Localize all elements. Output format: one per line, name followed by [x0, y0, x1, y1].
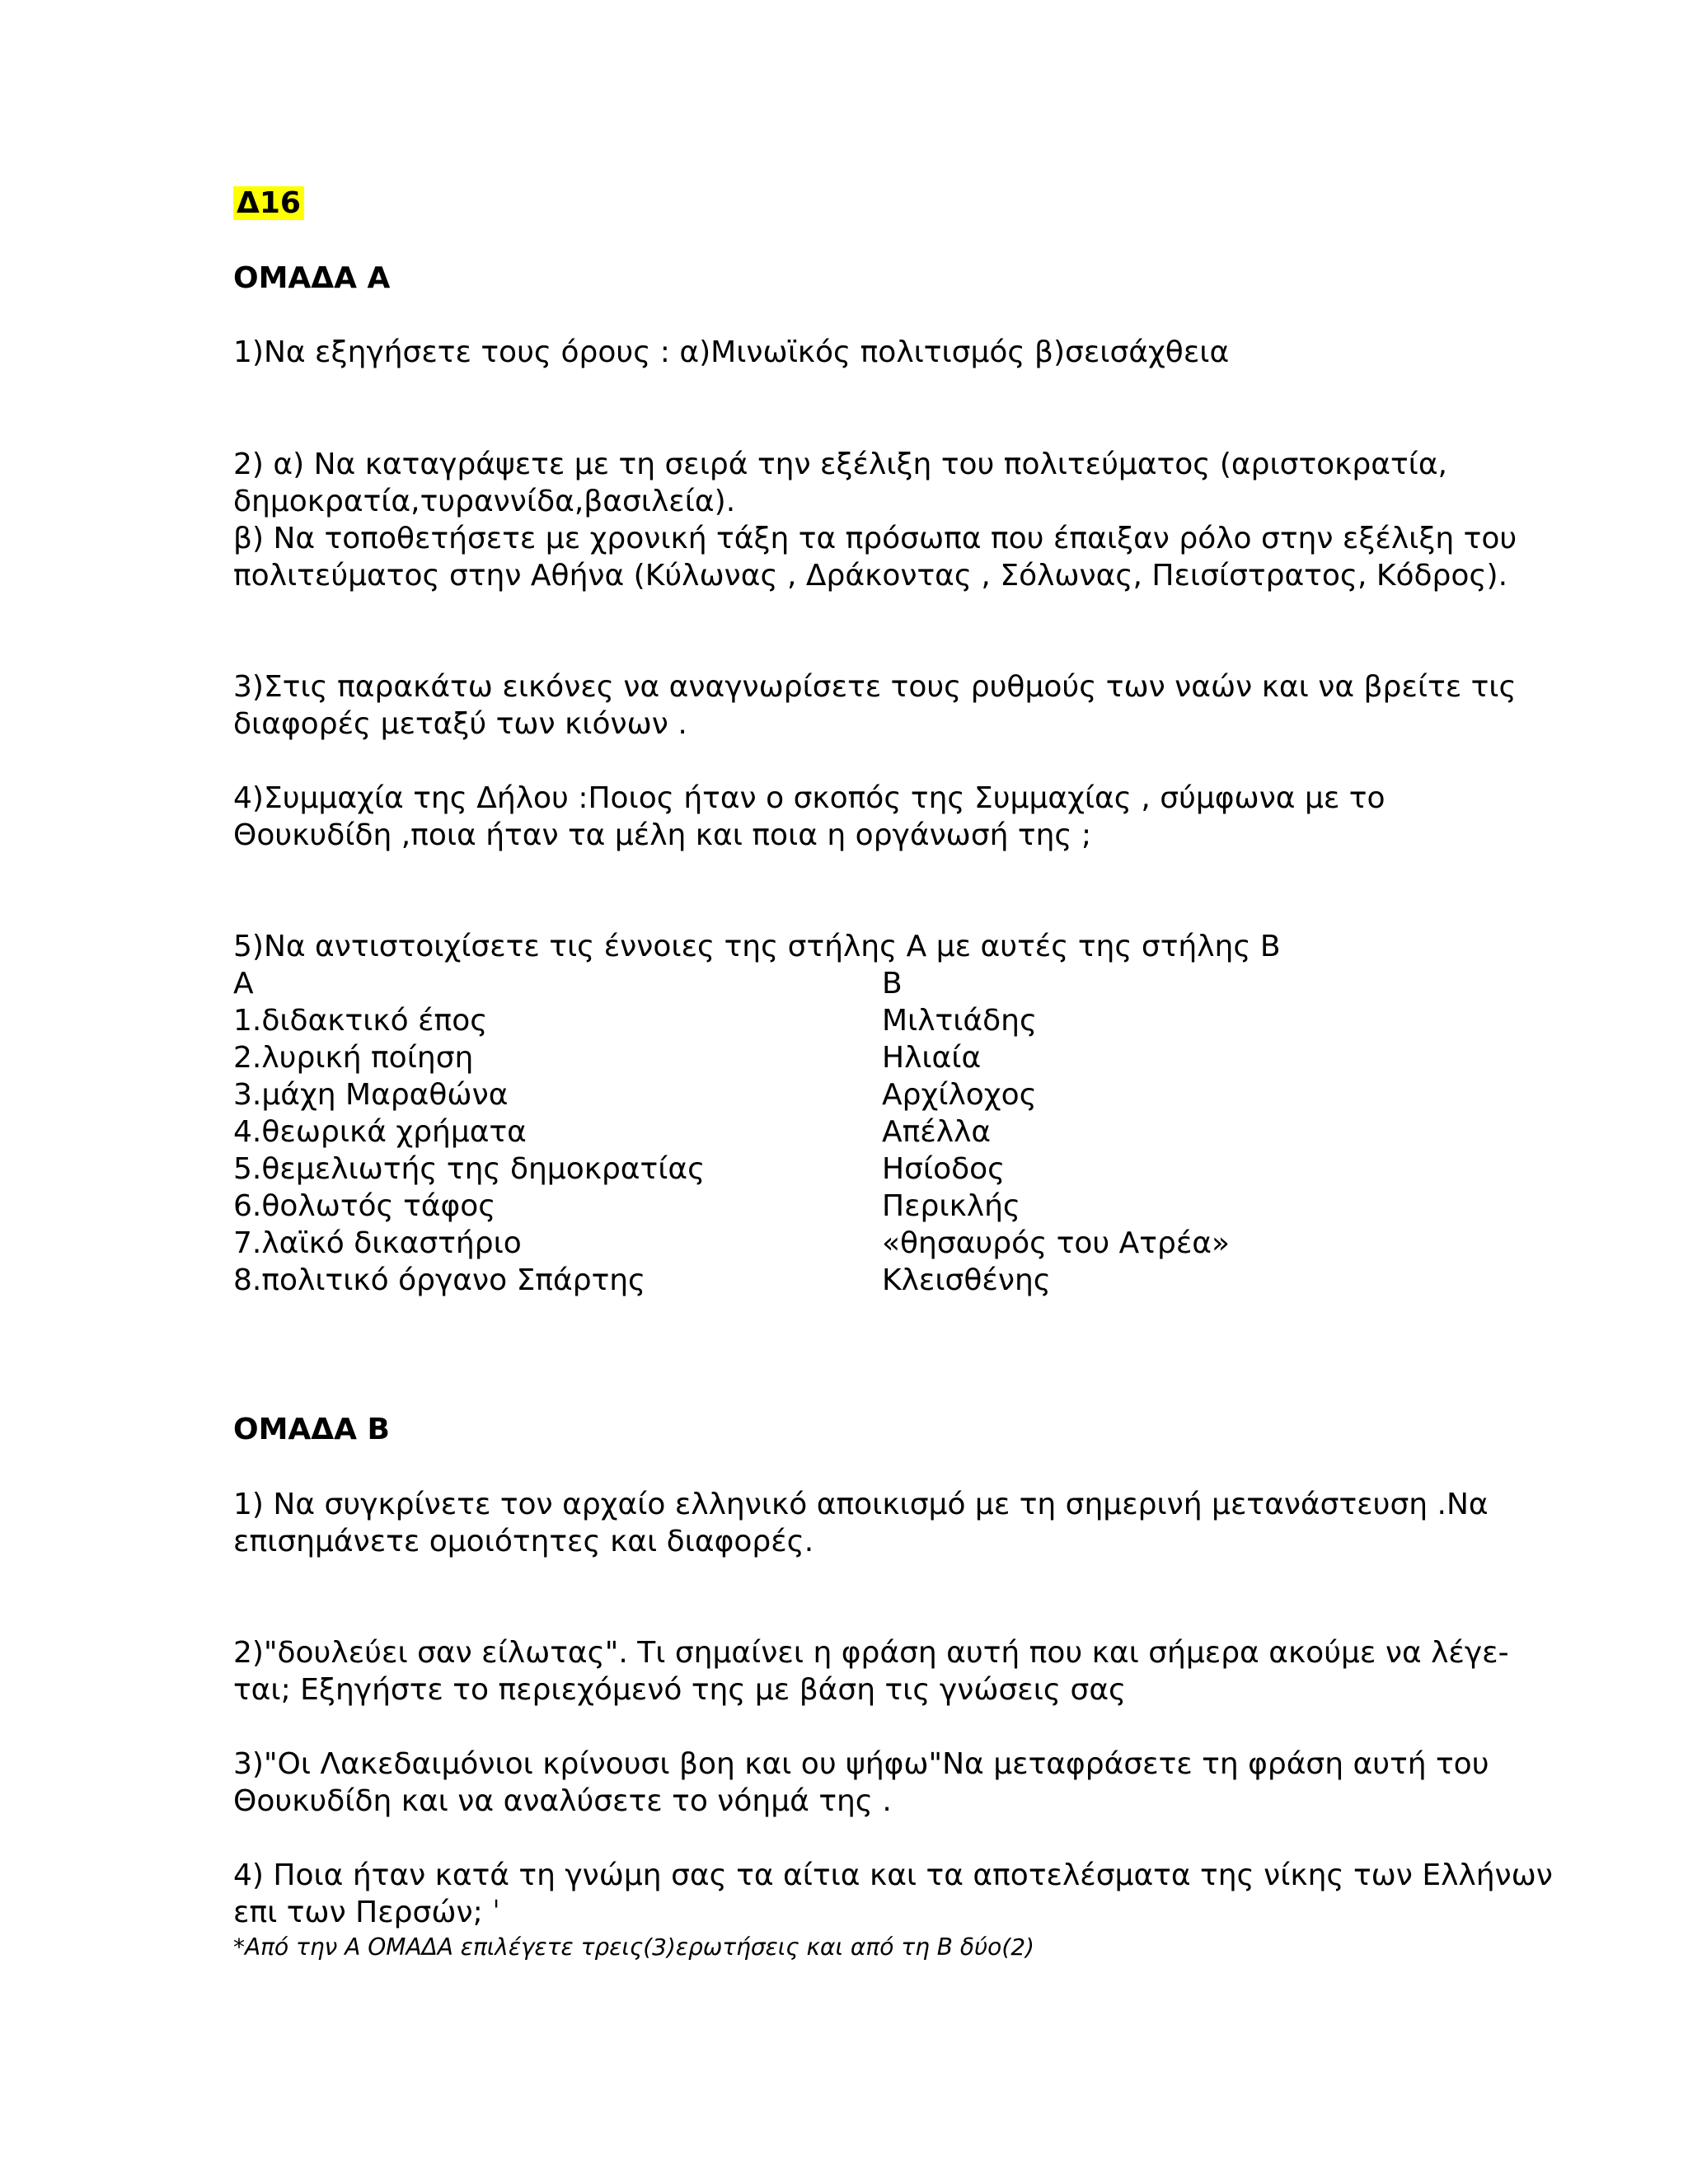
column-b-item: Αρχίλοχος: [882, 1078, 1037, 1112]
group-a-title: ΟΜΑΔΑ Α: [233, 261, 391, 295]
column-b-item: Ηλιαία: [882, 1041, 982, 1075]
column-a-item: 1.διδακτικό έπος: [233, 1004, 488, 1038]
column-a-item: 2.λυρική ποίηση: [233, 1041, 474, 1075]
doc-code: [233, 185, 304, 223]
group-a-question-3-line-1: 3)Στις παρακάτω εικόνες να αναγνωρίσετε τους ρυθμούς των ναών και να βρείτε τις: [233, 670, 1517, 704]
group-b-question-2-line-1: 2)"δουλεύει σαν είλωτας". Τι σημαίνει η φράση αυτή που και σήμερα ακούμε να λέγε-: [233, 1636, 1509, 1670]
column-b-item: «θησαυρός του Ατρέα»: [882, 1226, 1231, 1260]
column-b-header: Β: [882, 967, 903, 1001]
group-a-question-2-line-1: 2) α) Να καταγράψετε με τη σειρά την εξέλιξη του πολιτεύματος (αριστοκρατία,: [233, 448, 1447, 481]
column-b-item: Απέλλα: [882, 1115, 992, 1149]
group-a-question-2-line-2: δημοκρατία,τυραννίδα,βασιλεία).: [233, 485, 736, 518]
group-a-question-1: 1)Να εξηγήσετε τους όρους : α)Μινωϊκός πολιτισμός β)σεισάχθεια: [233, 335, 1230, 369]
group-b-question-2-line-2: ται; Εξηγήστε το περιεχόμενό της με βάση τις γνώσεις σας: [233, 1673, 1127, 1707]
column-a-item: 8.πολιτικό όργανο Σπάρτης: [233, 1263, 646, 1297]
column-b-item: Μιλτιάδης: [882, 1004, 1038, 1038]
group-b-question-4-line-2: επι των Περσών; ˈ: [233, 1896, 501, 1929]
column-a-item: 3.μάχη Μαραθώνα: [233, 1078, 509, 1112]
column-a-header: Α: [233, 967, 254, 1001]
column-b-item: Περικλής: [882, 1189, 1021, 1223]
group-a-question-4-line-2: Θουκυδίδη ,ποια ήταν τα μέλη και ποια η οργάνωσή της ;: [233, 818, 1092, 852]
column-b-item: Ησίοδος: [882, 1152, 1006, 1186]
group-b-title: ΟΜΑΔΑ Β: [233, 1413, 390, 1446]
column-a-item: 4.θεωρικά χρήματα: [233, 1115, 527, 1149]
group-b-question-3-line-1: 3)"Οι Λακεδαιμόνιοι κρίνουσι βοη και ου ψήφω"Να μεταφράσετε τη φράση αυτή του: [233, 1747, 1489, 1781]
group-b-question-3-line-2: Θουκυδίδη και να αναλύσετε το νόημά της .: [233, 1784, 892, 1818]
group-a-question-2-line-4: πολιτεύματος στην Αθήνα (Κύλωνας , Δράκοντας , Σόλωνας, Πεισίστρατος, Κόδρος).: [233, 559, 1508, 593]
doc-code-highlight: Δ16: [233, 186, 304, 220]
column-a-item: 5.θεμελιωτής της δημοκρατίας: [233, 1152, 706, 1186]
group-a-question-2-line-3: β) Να τοποθετήσετε με χρονική τάξη τα πρόσωπα που έπαιξαν ρόλο στην εξέλιξη του: [233, 522, 1517, 555]
group-a-question-3-line-2: διαφορές μεταξύ των κιόνων .: [233, 707, 687, 741]
group-b-question-1-line-2: επισημάνετε ομοιότητες και διαφορές.: [233, 1525, 814, 1558]
column-a-item: 7.λαϊκό δικαστήριο: [233, 1226, 522, 1260]
column-a-item: 6.θολωτός τάφος: [233, 1189, 496, 1223]
footnote: *Από την Α ΟΜΑΔΑ επιλέγετε τρεις(3)ερωτήσεις και από τη Β δύο(2): [233, 1933, 1034, 1961]
group-b-question-1-line-1: 1) Να συγκρίνετε τον αρχαίο ελληνικό αποικισμό με τη σημερινή μετανάστευση .Να: [233, 1488, 1489, 1521]
column-b-item: Κλεισθένης: [882, 1263, 1051, 1297]
group-b-question-4-line-1: 4) Ποια ήταν κατά τη γνώμη σας τα αίτια και τα αποτελέσματα της νίκης των Ελλήνων: [233, 1858, 1553, 1892]
group-a-question-5-intro: 5)Να αντιστοιχίσετε τις έννοιες της στήλης Α με αυτές της στήλης Β: [233, 930, 1281, 963]
group-a-question-4-line-1: 4)Συμμαχία της Δήλου :Ποιος ήταν ο σκοπός της Συμμαχίας , σύμφωνα με το: [233, 781, 1386, 815]
